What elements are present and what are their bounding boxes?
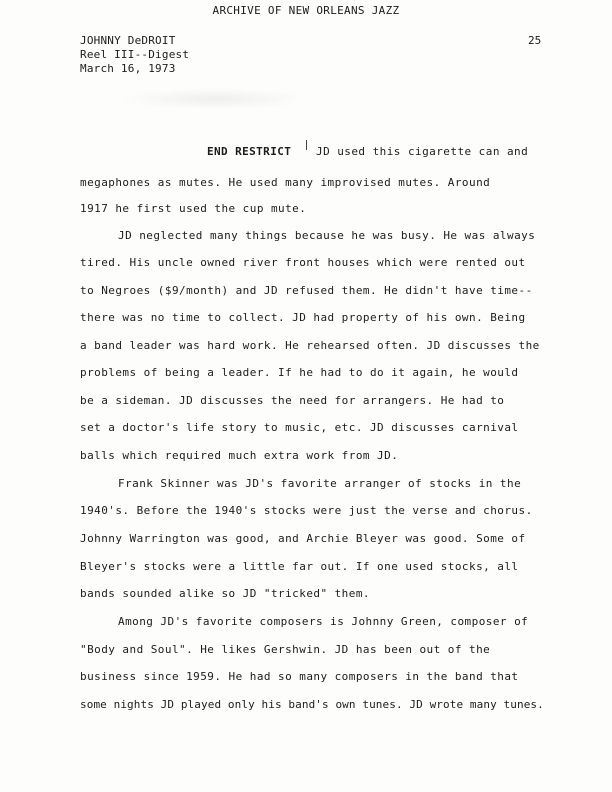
body-line: 1917 he first used the cup mute. [80, 202, 307, 215]
body-line: Bleyer's stocks were a little far out. If one used stocks, all [80, 560, 519, 573]
interview-date: March 16, 1973 [80, 62, 176, 75]
body-line: megaphones as mutes. He used many improvised mutes. Around [80, 176, 491, 189]
body-line: to Negroes ($9/month) and JD refused them. He didn't have time-- [80, 284, 533, 297]
body-line: Frank Skinner was JD's favorite arranger of stocks in the [118, 477, 522, 490]
body-line: some nights JD played only his band's own tunes. JD wrote many tunes. [80, 698, 544, 711]
interviewee-name: JOHNNY DeDROIT [80, 34, 176, 47]
body-line: JD neglected many things because he was busy. He was always [118, 229, 536, 242]
body-line: balls which required much extra work from JD. [80, 449, 399, 462]
reel-label: Reel III--Digest [80, 48, 190, 61]
page-number: 25 [528, 34, 542, 47]
body-line: 1940's. Before the 1940's stocks were just the verse and chorus. [80, 504, 533, 517]
body-line: tired. His uncle owned river front houses which were rented out [80, 256, 526, 269]
archive-title: ARCHIVE OF NEW ORLEANS JAZZ [212, 4, 400, 17]
body-line: a band leader was hard work. He rehearsed often. JD discusses the [80, 339, 540, 352]
body-line: there was no time to collect. JD had property of his own. Being [80, 311, 526, 324]
body-line: business since 1959. He had so many composers in the band that [80, 670, 519, 683]
body-line: be a sideman. JD discusses the need for arrangers. He had to [80, 394, 505, 407]
body-line: problems of being a leader. If he had to do it again, he would [80, 366, 519, 379]
end-restrict-label: END RESTRICT [207, 145, 292, 158]
body-line: Johnny Warrington was good, and Archie Bleyer was good. Some of [80, 532, 526, 545]
body-line: "Body and Soul". He likes Gershwin. JD has been out of the [80, 643, 491, 656]
body-line: Among JD's favorite composers is Johnny Green, composer of [118, 615, 529, 628]
faded-smudge [120, 88, 310, 110]
body-line: set a doctor's life story to music, etc. JD discusses carnival [80, 421, 519, 434]
restrict-mark [306, 140, 307, 150]
body-line: bands sounded alike so JD "tricked" them. [80, 587, 370, 600]
body-line: JD used this cigarette can and [316, 145, 529, 158]
